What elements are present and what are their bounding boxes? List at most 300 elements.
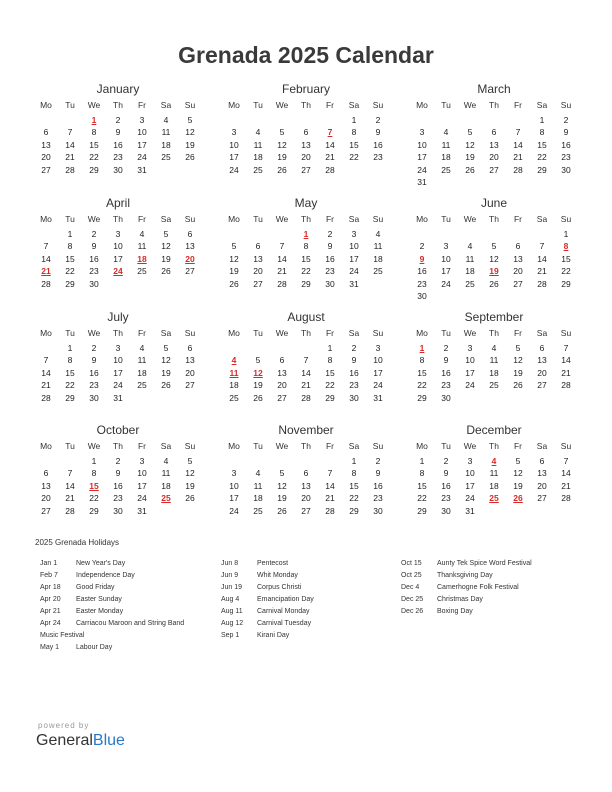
day-cell: 6: [303, 468, 309, 478]
empty-day-cell: [270, 455, 294, 468]
weekday-label: Sa: [536, 441, 548, 451]
holiday-date: Aug 12: [221, 620, 244, 627]
day-cell: 19: [489, 266, 499, 276]
weekday-label: Tu: [253, 441, 263, 451]
day-cell: 21: [65, 493, 75, 503]
empty-day-cell: [58, 455, 82, 468]
empty-day-cell: [178, 278, 202, 291]
day-cell: 21: [301, 380, 311, 390]
day-cell: 8: [563, 241, 569, 251]
day-cell: 11: [161, 468, 171, 478]
day-cell: 7: [67, 468, 73, 478]
day-cell: 18: [489, 367, 499, 378]
day-cell: 8: [91, 468, 97, 478]
holiday-column: [221, 558, 314, 642]
day-cell: 30: [325, 278, 335, 289]
day-cell: 15: [349, 480, 359, 491]
holiday-name: Corpus Christi: [257, 584, 302, 591]
holiday-row: [221, 606, 314, 618]
weekday-label: Fr: [325, 100, 335, 110]
empty-day-cell: [222, 342, 246, 355]
day-cell: 4: [375, 228, 381, 239]
weekday-label: Sa: [160, 100, 172, 110]
day-cell: 28: [65, 164, 75, 175]
empty-day-cell: [482, 176, 506, 189]
empty-day-cell: [270, 228, 294, 241]
day-cell: 9: [115, 127, 121, 137]
empty-day-cell: [294, 114, 318, 127]
day-cell: 2: [351, 342, 357, 353]
day-cell: 18: [137, 367, 147, 378]
day-cell: 16: [349, 367, 359, 378]
weekday-label: We: [463, 441, 477, 451]
day-cell: 7: [43, 355, 49, 365]
empty-day-cell: [530, 290, 554, 303]
day-cell: 9: [443, 355, 449, 365]
day-cell: 3: [139, 114, 145, 125]
day-cell: 17: [113, 367, 123, 378]
holiday-name: Camerhogne Folk Festival: [437, 584, 519, 591]
holiday-name: Aunty Tek Spice Word Festival: [437, 560, 532, 567]
holiday-date: Jan 1: [40, 560, 58, 567]
weekday-label: We: [463, 100, 477, 110]
day-cell: 23: [373, 493, 383, 503]
day-cell: 23: [89, 266, 99, 276]
holiday-date: May 1: [40, 644, 60, 651]
day-cell: 5: [515, 342, 521, 353]
day-cell: 13: [489, 139, 499, 150]
holiday-row: [221, 630, 314, 642]
empty-day-cell: [554, 290, 578, 303]
day-cell: 24: [229, 164, 239, 175]
day-cell: 4: [163, 114, 169, 125]
weekday-label: Fr: [137, 100, 147, 110]
empty-day-cell: [222, 455, 246, 468]
weekday-label: Su: [184, 441, 196, 451]
holiday-name: Kirani Day: [257, 632, 290, 639]
day-cell: 4: [255, 127, 261, 137]
weekday-label: Tu: [441, 100, 451, 110]
day-cell: 27: [277, 392, 287, 403]
day-cell: 19: [229, 266, 239, 276]
day-cell: 8: [91, 127, 97, 137]
day-cell: 25: [465, 278, 475, 289]
day-cell: 15: [537, 139, 547, 150]
holiday-name: New Year's Day: [76, 560, 126, 567]
weekday-label: Mo: [416, 441, 428, 451]
weekday-label: Sa: [348, 100, 360, 110]
weekday-label: Sa: [536, 328, 548, 338]
brand-name-general: General: [36, 732, 93, 749]
weekday-label: Su: [560, 100, 572, 110]
day-cell: 28: [41, 392, 51, 403]
holiday-column: [401, 558, 532, 618]
day-cell: 14: [561, 468, 571, 478]
holiday-date: Apr 20: [40, 596, 61, 603]
day-cell: 1: [351, 455, 357, 466]
day-cell: 18: [489, 480, 499, 491]
day-cell: 9: [91, 355, 97, 365]
empty-day-cell: [178, 505, 202, 518]
day-cell: 15: [417, 480, 427, 491]
weekday-label: Su: [560, 441, 572, 451]
day-cell: 27: [537, 380, 547, 390]
holiday-row: [401, 582, 532, 594]
day-cell: 10: [417, 139, 427, 150]
day-cell: 14: [561, 355, 571, 365]
day-cell: 28: [325, 164, 335, 175]
day-cell: 4: [491, 342, 497, 353]
holiday-column: [40, 558, 184, 654]
month-may: [222, 196, 390, 290]
empty-day-cell: [530, 505, 554, 518]
day-cell: 14: [41, 367, 51, 378]
day-cell: 22: [349, 152, 359, 162]
holiday-row: [40, 570, 184, 582]
holiday-date: Apr 18: [40, 584, 61, 591]
day-cell: 19: [465, 152, 475, 162]
empty-day-cell: [506, 114, 530, 127]
empty-day-cell: [246, 342, 270, 355]
holiday-row: [221, 570, 314, 582]
day-cell: 18: [253, 152, 263, 162]
day-cell: 24: [113, 380, 123, 390]
day-cell: 27: [185, 266, 195, 276]
day-cell: 15: [65, 367, 75, 378]
day-cell: 3: [231, 468, 237, 478]
day-cell: 27: [185, 380, 195, 390]
day-cell: 6: [255, 241, 261, 251]
day-cell: 17: [465, 480, 475, 491]
day-cell: 1: [419, 342, 425, 353]
holiday-row: [40, 594, 184, 606]
day-cell: 28: [561, 380, 571, 390]
day-cell: 27: [301, 505, 311, 516]
day-cell: 8: [303, 241, 309, 251]
day-cell: 24: [373, 380, 383, 390]
weekday-label: Mo: [228, 214, 240, 224]
day-cell: 10: [229, 480, 239, 491]
weekday-label: Th: [301, 100, 311, 110]
empty-day-cell: [366, 278, 390, 291]
empty-day-cell: [154, 164, 178, 177]
holiday-date: Jun 8: [221, 560, 239, 567]
day-cell: 31: [137, 164, 147, 175]
day-cell: 30: [561, 164, 571, 175]
month-name: July: [107, 310, 129, 324]
month-days-grid: [410, 440, 578, 517]
day-cell: 13: [277, 367, 287, 378]
weekday-label: Su: [372, 214, 384, 224]
day-cell: 5: [279, 127, 285, 137]
empty-day-cell: [318, 114, 342, 127]
day-cell: 14: [537, 253, 547, 264]
weekday-label: Th: [489, 214, 499, 224]
day-cell: 2: [375, 455, 381, 466]
day-cell: 15: [89, 139, 99, 150]
holiday-row: [40, 582, 184, 594]
day-cell: 22: [417, 380, 427, 390]
day-cell: 19: [161, 253, 171, 264]
day-cell: 17: [113, 253, 123, 264]
day-cell: 1: [67, 228, 73, 239]
weekday-label: We: [87, 100, 101, 110]
day-cell: 10: [137, 127, 147, 137]
day-cell: 22: [325, 380, 335, 390]
day-cell: 24: [137, 152, 147, 162]
day-cell: 10: [113, 355, 123, 365]
weekday-label: We: [275, 441, 289, 451]
day-cell: 30: [89, 278, 99, 289]
day-cell: 17: [137, 480, 147, 491]
empty-day-cell: [482, 290, 506, 303]
day-cell: 21: [41, 266, 51, 276]
day-cell: 15: [561, 253, 571, 264]
day-cell: 12: [161, 241, 171, 251]
day-cell: 26: [161, 266, 171, 276]
day-cell: 31: [373, 392, 383, 403]
day-cell: 11: [161, 127, 171, 137]
day-cell: 11: [253, 480, 263, 491]
day-cell: 10: [441, 253, 451, 264]
day-cell: 21: [325, 493, 335, 503]
day-cell: 13: [513, 253, 523, 264]
day-cell: 31: [417, 177, 427, 187]
day-cell: 28: [65, 505, 75, 516]
weekday-label: Su: [560, 328, 572, 338]
day-cell: 7: [67, 127, 73, 137]
day-cell: 16: [373, 480, 383, 491]
day-cell: 24: [113, 266, 123, 276]
day-cell: 26: [465, 164, 475, 175]
weekday-label: Mo: [416, 100, 428, 110]
day-cell: 4: [443, 127, 449, 137]
holiday-row: [221, 618, 314, 630]
weekday-label: Th: [489, 441, 499, 451]
day-cell: 9: [351, 355, 357, 365]
month-name: June: [480, 196, 508, 210]
day-cell: 29: [89, 164, 99, 175]
day-cell: 25: [441, 164, 451, 175]
month-days-grid: [222, 327, 390, 404]
day-cell: 13: [537, 355, 547, 365]
day-cell: 4: [139, 228, 145, 239]
day-cell: 27: [513, 278, 523, 289]
day-cell: 30: [89, 392, 99, 403]
day-cell: 22: [65, 266, 75, 276]
weekday-label: Su: [372, 100, 384, 110]
weekday-label: We: [463, 214, 477, 224]
empty-day-cell: [434, 228, 458, 241]
day-cell: 11: [253, 139, 263, 150]
weekday-label: Mo: [416, 328, 428, 338]
day-cell: 4: [163, 455, 169, 466]
day-cell: 30: [373, 505, 383, 516]
weekday-label: We: [463, 328, 477, 338]
day-cell: 20: [41, 152, 51, 162]
holiday-name: Easter Sunday: [76, 596, 122, 603]
day-cell: 28: [41, 278, 51, 289]
day-cell: 20: [185, 253, 195, 264]
month-days-grid: [34, 213, 202, 290]
day-cell: 23: [373, 152, 383, 162]
weekday-label: Th: [301, 441, 311, 451]
day-cell: 25: [489, 380, 499, 390]
day-cell: 12: [253, 367, 263, 378]
day-cell: 21: [513, 152, 523, 162]
day-cell: 2: [115, 114, 121, 125]
day-cell: 28: [537, 278, 547, 289]
day-cell: 1: [91, 114, 97, 125]
day-cell: 4: [491, 455, 497, 466]
day-cell: 30: [441, 505, 451, 516]
holiday-date: Dec 4: [401, 584, 420, 591]
day-cell: 31: [113, 392, 123, 403]
weekday-label: Mo: [416, 214, 428, 224]
empty-day-cell: [34, 228, 58, 241]
day-cell: 13: [301, 139, 311, 150]
day-cell: 13: [185, 241, 195, 251]
holiday-name: Boxing Day: [437, 608, 473, 615]
day-cell: 12: [513, 355, 523, 365]
day-cell: 11: [373, 241, 383, 251]
day-cell: 12: [161, 355, 171, 365]
weekday-label: Sa: [348, 328, 360, 338]
day-cell: 17: [373, 367, 383, 378]
weekday-label: Sa: [160, 214, 172, 224]
weekday-label: Tu: [65, 328, 75, 338]
day-cell: 18: [373, 253, 383, 264]
day-cell: 28: [325, 505, 335, 516]
day-cell: 22: [349, 493, 359, 503]
day-cell: 23: [561, 152, 571, 162]
day-cell: 16: [325, 253, 335, 264]
weekday-label: We: [275, 214, 289, 224]
holiday-date: Jun 9: [221, 572, 239, 579]
day-cell: 12: [229, 253, 239, 264]
empty-day-cell: [130, 392, 154, 405]
day-cell: 22: [301, 266, 311, 276]
day-cell: 10: [465, 355, 475, 365]
day-cell: 21: [561, 480, 571, 491]
day-cell: 9: [327, 241, 333, 251]
empty-day-cell: [270, 342, 294, 355]
day-cell: 22: [417, 493, 427, 503]
day-cell: 20: [537, 480, 547, 491]
empty-day-cell: [246, 114, 270, 127]
empty-day-cell: [246, 455, 270, 468]
day-cell: 22: [65, 380, 75, 390]
day-cell: 16: [561, 139, 571, 150]
weekday-label: Su: [184, 328, 196, 338]
day-cell: 20: [489, 152, 499, 162]
day-cell: 6: [279, 355, 285, 365]
day-cell: 13: [537, 468, 547, 478]
day-cell: 25: [253, 164, 263, 175]
weekday-label: Th: [113, 328, 123, 338]
empty-day-cell: [458, 392, 482, 405]
day-cell: 15: [89, 480, 99, 491]
weekday-label: Mo: [228, 100, 240, 110]
weekday-label: Mo: [40, 441, 52, 451]
holiday-date: Jun 19: [221, 584, 243, 591]
weekday-label: Mo: [228, 328, 240, 338]
day-cell: 9: [443, 468, 449, 478]
day-cell: 2: [563, 114, 569, 125]
day-cell: 3: [467, 342, 473, 353]
day-cell: 22: [89, 152, 99, 162]
day-cell: 27: [41, 164, 51, 175]
day-cell: 15: [301, 253, 311, 264]
weekday-label: Tu: [441, 214, 451, 224]
month-november: [222, 423, 390, 517]
weekday-label: Mo: [40, 328, 52, 338]
day-cell: 30: [349, 392, 359, 403]
weekday-label: Tu: [441, 328, 451, 338]
day-cell: 13: [185, 355, 195, 365]
page-title: Grenada 2025 Calendar: [178, 42, 434, 68]
day-cell: 10: [229, 139, 239, 150]
day-cell: 1: [351, 114, 357, 125]
day-cell: 30: [441, 392, 451, 403]
day-cell: 30: [113, 505, 123, 516]
day-cell: 12: [277, 480, 287, 491]
day-cell: 29: [417, 505, 427, 516]
day-cell: 1: [327, 342, 333, 353]
weekday-label: Su: [184, 100, 196, 110]
empty-day-cell: [434, 114, 458, 127]
day-cell: 16: [89, 367, 99, 378]
weekday-label: Th: [301, 328, 311, 338]
empty-day-cell: [482, 505, 506, 518]
day-cell: 29: [537, 164, 547, 175]
day-cell: 10: [373, 355, 383, 365]
holiday-name: Good Friday: [76, 584, 115, 591]
empty-day-cell: [458, 290, 482, 303]
weekday-label: Th: [489, 328, 499, 338]
day-cell: 27: [41, 505, 51, 516]
empty-day-cell: [482, 228, 506, 241]
holiday-name: Whit Monday: [257, 572, 298, 579]
weekday-label: Su: [184, 214, 196, 224]
day-cell: 24: [349, 266, 359, 276]
empty-day-cell: [554, 176, 578, 189]
weekday-label: Mo: [40, 214, 52, 224]
day-cell: 1: [67, 342, 73, 353]
day-cell: 23: [441, 493, 451, 503]
weekday-label: Tu: [253, 328, 263, 338]
empty-day-cell: [506, 228, 530, 241]
day-cell: 7: [303, 355, 309, 365]
day-cell: 19: [185, 480, 195, 491]
day-cell: 21: [41, 380, 51, 390]
day-cell: 10: [113, 241, 123, 251]
day-cell: 13: [301, 480, 311, 491]
day-cell: 8: [419, 355, 425, 365]
day-cell: 22: [89, 493, 99, 503]
day-cell: 11: [137, 355, 147, 365]
day-cell: 2: [327, 228, 333, 239]
month-days-grid: [34, 99, 202, 176]
day-cell: 1: [303, 228, 309, 239]
empty-day-cell: [34, 455, 58, 468]
weekday-label: Mo: [228, 441, 240, 451]
day-cell: 19: [161, 367, 171, 378]
day-cell: 29: [89, 505, 99, 516]
month-days-grid: [34, 327, 202, 404]
day-cell: 4: [255, 468, 261, 478]
holidays-title: 2025 Grenada Holidays: [35, 538, 120, 547]
